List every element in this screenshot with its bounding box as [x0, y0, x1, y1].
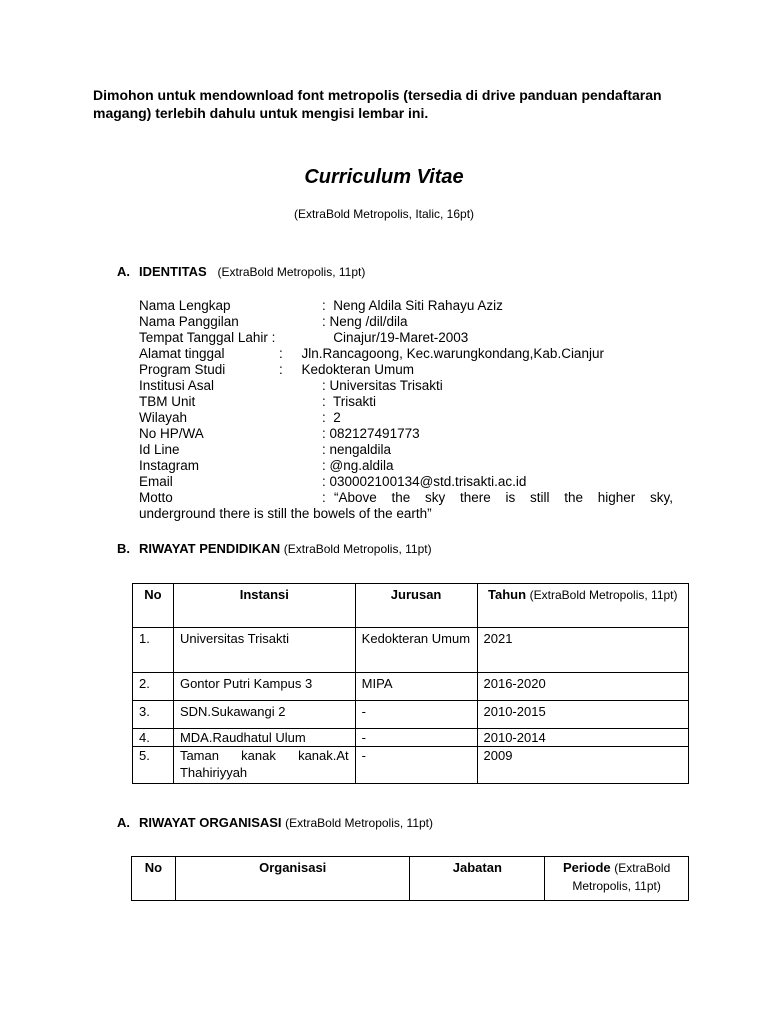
identity-row-line-id [139, 442, 673, 458]
cell-no: 4. [133, 729, 174, 747]
column-header-no: No [133, 584, 174, 628]
column-header-periode-font-note: (ExtraBold Metropolis, 11pt) [572, 861, 671, 893]
cell-no: 5. [133, 747, 174, 784]
identity-heading-text: IDENTITAS [139, 264, 207, 279]
organization-table [131, 856, 689, 901]
field-value: Cinajur/19-Maret-2003 [322, 330, 469, 345]
identity-row-instagram [139, 458, 673, 474]
identity-row-study-program [139, 362, 673, 378]
column-header-jabatan: Jabatan [410, 857, 545, 901]
identity-row-email [139, 474, 673, 490]
cell-tahun: 2016-2020 [477, 673, 689, 701]
table-row [133, 729, 689, 747]
field-label: Institusi Asal [139, 378, 215, 393]
identity-fields [139, 298, 673, 522]
cell-instansi: SDN.Sukawangi 2 [173, 701, 355, 729]
cell-no: 3. [133, 701, 174, 729]
field-value: : Neng Aldila Siti Rahayu Aziz [322, 298, 503, 313]
column-header-jurusan: Jurusan [355, 584, 477, 628]
field-label: Nama Panggilan [139, 314, 239, 329]
column-header-organisasi: Organisasi [175, 857, 410, 901]
column-header-tahun-text: Tahun [488, 587, 527, 602]
motto-colon: : [322, 490, 326, 505]
cell-instansi-line2: Thahiriyyah [179, 765, 248, 780]
identity-section-heading [117, 264, 365, 279]
cell-jurusan: MIPA [355, 673, 477, 701]
column-header-no: No [132, 857, 176, 901]
organization-heading-font-note: (ExtraBold Metropolis, 11pt) [285, 816, 434, 830]
identity-row-institution [139, 378, 673, 394]
identity-row-birth [139, 330, 673, 346]
field-label: No HP/WA [139, 426, 204, 441]
cell-tahun: 2021 [477, 628, 689, 673]
identity-row-nickname [139, 314, 673, 330]
table-header-row [133, 584, 689, 628]
field-label: Program Studi [139, 362, 226, 377]
field-value: : Universitas Trisakti [322, 378, 443, 393]
cell-tahun: 2009 [477, 747, 689, 784]
cell-instansi [173, 747, 355, 784]
cell-jurusan: Kedokteran Umum [355, 628, 477, 673]
field-value: : Kedokteran Umum [279, 362, 415, 377]
table-row [133, 701, 689, 729]
cell-jurusan: - [355, 729, 477, 747]
cell-instansi: Gontor Putri Kampus 3 [173, 673, 355, 701]
field-value: : 2 [322, 410, 341, 425]
document-title-font-note: (ExtraBold Metropolis, Italic, 16pt) [293, 207, 475, 221]
column-header-periode-text: Periode [562, 860, 611, 875]
identity-row-address [139, 346, 673, 362]
cell-jurusan: - [355, 747, 477, 784]
section-letter: A. [117, 264, 130, 279]
document-title: Curriculum Vitae [304, 166, 464, 188]
column-header-tahun [477, 584, 689, 628]
field-value: : 082127491773 [322, 426, 420, 441]
field-value: : Jln.Rancagoong, Kec.warungkondang,Kab.Cianjur [279, 346, 604, 361]
cell-instansi: MDA.Raudhatul Ulum [173, 729, 355, 747]
field-label: Id Line [139, 442, 180, 457]
cell-tahun: 2010-2015 [477, 701, 689, 729]
field-value: : Trisakti [322, 394, 377, 409]
motto-text-line2: underground there is still the bowels of the earth” [139, 506, 432, 521]
field-label: Instagram [139, 458, 200, 473]
column-header-instansi: Instansi [173, 584, 355, 628]
section-letter: B. [117, 541, 130, 556]
education-heading-text: RIWAYAT PENDIDIKAN [139, 541, 281, 556]
field-value: : @ng.aldila [322, 458, 394, 473]
motto-text-line1: “Above the sky there is still the higher sky, [334, 490, 673, 505]
cell-no: 1. [133, 628, 174, 673]
table-row [133, 673, 689, 701]
identity-heading-font-note: (ExtraBold Metropolis, 11pt) [217, 265, 366, 279]
education-section-heading [117, 541, 432, 556]
field-label: Nama Lengkap [139, 298, 231, 313]
column-header-periode [545, 857, 689, 901]
table-header-row [132, 857, 689, 901]
identity-row-tbm-unit [139, 394, 673, 410]
field-label: Email [139, 474, 173, 489]
field-value: : 030002100134@std.trisakti.ac.id [322, 474, 527, 489]
field-value: : nengaldila [322, 442, 392, 457]
identity-row-motto [139, 490, 673, 522]
cell-instansi-line1: Taman kanak kanak.At [179, 748, 349, 763]
field-value: : Neng /dil/dila [322, 314, 408, 329]
table-row [133, 628, 689, 673]
identity-row-full-name [139, 298, 673, 314]
font-download-notice: Dimohon untuk mendownload font metropolis (tersedia di drive panduan pendaftaran magang) terlebih dahulu untuk mengisi lembar ini. [93, 87, 662, 121]
cell-no: 2. [133, 673, 174, 701]
organization-heading-text: RIWAYAT ORGANISASI [139, 815, 282, 830]
cell-tahun: 2010-2014 [477, 729, 689, 747]
field-label: TBM Unit [139, 394, 196, 409]
section-letter: A. [117, 815, 130, 830]
identity-row-region [139, 410, 673, 426]
field-label: Motto [139, 490, 173, 505]
column-header-tahun-font-note: (ExtraBold Metropolis, 11pt) [529, 588, 678, 602]
cell-jurusan: - [355, 701, 477, 729]
identity-row-phone [139, 426, 673, 442]
cell-instansi: Universitas Trisakti [173, 628, 355, 673]
education-heading-font-note: (ExtraBold Metropolis, 11pt) [283, 542, 432, 556]
field-label: Alamat tinggal [139, 346, 225, 361]
education-table [132, 583, 689, 784]
table-row [133, 747, 689, 784]
organization-section-heading [117, 815, 433, 830]
field-label: Wilayah [139, 410, 188, 425]
field-label: Tempat Tanggal Lahir : [139, 330, 276, 345]
